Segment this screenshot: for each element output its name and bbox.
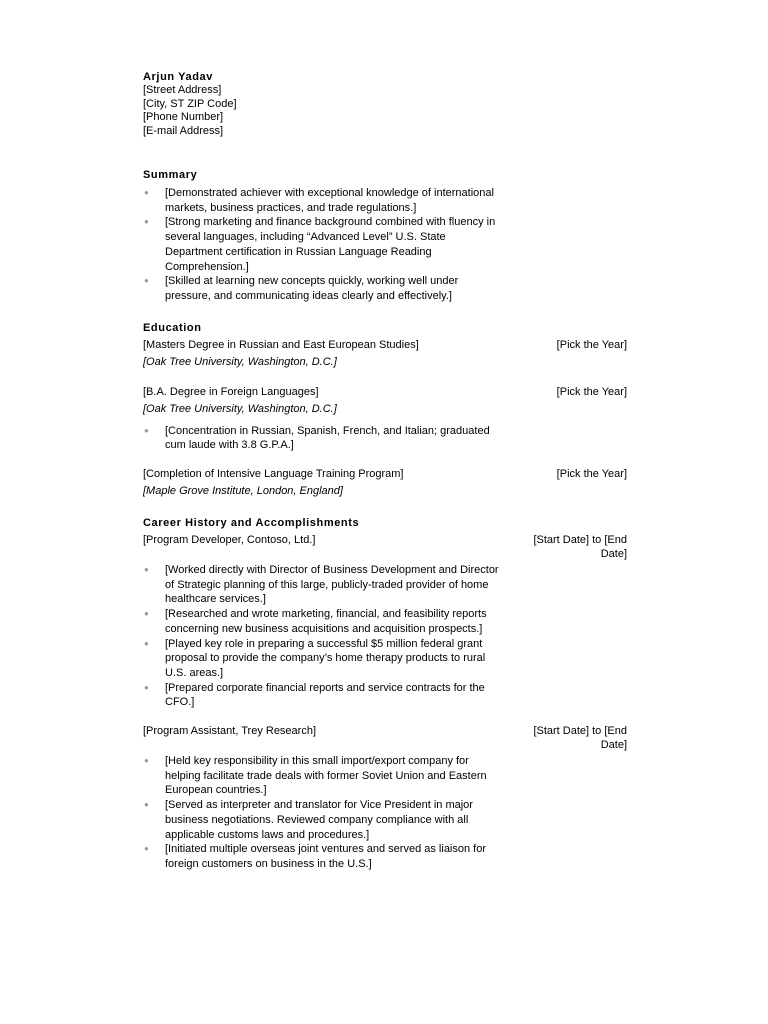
entry-header	[143, 467, 627, 481]
email-address: [E-mail Address]	[143, 124, 224, 137]
bullet-icon: ●	[144, 565, 149, 575]
street-address: [Street Address]	[143, 84, 222, 96]
entry-header	[143, 338, 627, 352]
bullet-icon: ●	[144, 800, 149, 810]
job-title: [Program Developer, Contoso, Ltd.]	[143, 534, 316, 547]
career-bullets	[143, 754, 627, 872]
bullet-icon: ●	[144, 844, 149, 854]
list-item-text: [Played key role in preparing a successful $5 million federal grant proposal to provide the company’s home therapy products to rural U.S. areas.]	[165, 637, 486, 679]
entry-header	[143, 724, 627, 752]
entry-date: [Pick the Year]	[556, 338, 627, 351]
list-item-text: [Served as interpreter and translator for Vice President in major business negotiations. Reviewed company compliance with all applicable customs laws and procedures.]	[165, 799, 473, 841]
entry-header	[143, 385, 627, 399]
list-item-text: [Held key responsibility in this small import/export company for helping facilitate trade deals with former Soviet Union and Eastern European countries.]	[165, 755, 487, 797]
list-item-text: [Concentration in Russian, Spanish, French, and Italian; graduated cum laude with 3.8 G.P.A.]	[165, 424, 490, 452]
career-heading: Career History and Accomplishments	[143, 517, 360, 530]
list-item	[143, 681, 501, 710]
list-item-text: [Researched and wrote marketing, financial, and feasibility reports concerning new business acquisitions and acquisition prospects.]	[165, 608, 487, 635]
list-item-text: [Strong marketing and finance background combined with fluency in several languages, including “Advanced Level” U.S. State Department certification in Russian Language Reading Comprehension.]	[165, 216, 496, 273]
list-item	[143, 754, 501, 798]
list-item	[143, 607, 501, 636]
entry-date: [Pick the Year]	[556, 468, 627, 481]
entry-header	[143, 533, 627, 561]
list-item-text: [Prepared corporate financial reports and service contracts for the CFO.]	[165, 681, 485, 709]
list-item	[143, 637, 501, 681]
list-item	[143, 798, 501, 842]
list-item	[143, 215, 501, 274]
phone-number: [Phone Number]	[143, 111, 224, 123]
education-bullets	[143, 424, 627, 453]
list-item	[143, 842, 501, 871]
entry-dates: [Start Date] to [End Date]	[533, 534, 627, 561]
bullet-icon: ●	[144, 756, 149, 766]
degree-title: [Completion of Intensive Language Training Program]	[143, 468, 404, 481]
list-item-text: [Initiated multiple overseas joint ventures and served as liaison for foreign customers on business in the U.S.]	[165, 843, 487, 870]
resume-page	[143, 70, 627, 872]
education-entry	[143, 338, 627, 370]
bullet-icon: ●	[144, 682, 149, 692]
degree-title: [Masters Degree in Russian and East European Studies]	[143, 338, 419, 351]
bullet-icon: ●	[144, 188, 149, 197]
summary-heading: Summary	[143, 169, 198, 181]
list-item-text: [Skilled at learning new concepts quickly, working well under pressure, and communicating ideas clearly and effectively.]	[165, 275, 459, 302]
contact-block	[143, 70, 627, 138]
list-item	[143, 274, 501, 303]
summary-section	[143, 168, 627, 304]
summary-list	[143, 186, 627, 304]
career-section	[143, 516, 627, 872]
school-name: [Maple Grove Institute, London, England]	[143, 485, 343, 498]
list-item	[143, 563, 501, 607]
school-name: [Oak Tree University, Washington, D.C.]	[143, 402, 337, 415]
list-item	[143, 424, 501, 453]
bullet-icon: ●	[144, 276, 149, 286]
bullet-icon: ●	[144, 217, 149, 227]
list-item-text: [Demonstrated achiever with exceptional knowledge of international markets, business practices, and trade regulations.]	[165, 187, 494, 214]
career-entry	[143, 724, 627, 872]
applicant-name: Arjun Yadav	[143, 71, 213, 83]
education-entry	[143, 385, 627, 453]
list-item-text: [Worked directly with Director of Business Development and Director of Strategic planning of this large, publicly-traded provider of home healthcare services.]	[165, 564, 499, 606]
entry-date: [Pick the Year]	[556, 385, 627, 398]
degree-title: [B.A. Degree in Foreign Languages]	[143, 385, 319, 398]
career-entry	[143, 533, 627, 710]
school-name: [Oak Tree University, Washington, D.C.]	[143, 355, 337, 368]
bullet-icon: ●	[144, 638, 149, 648]
bullet-icon: ●	[144, 609, 149, 619]
education-entry	[143, 467, 627, 499]
education-heading: Education	[143, 321, 202, 334]
entry-dates: [Start Date] to [End Date]	[533, 725, 627, 752]
job-title: [Program Assistant, Trey Research]	[143, 725, 317, 738]
list-item	[143, 186, 501, 215]
education-section	[143, 321, 627, 499]
city-state-zip: [City, ST ZIP Code]	[143, 97, 237, 110]
bullet-icon: ●	[144, 425, 149, 435]
career-bullets	[143, 563, 627, 710]
